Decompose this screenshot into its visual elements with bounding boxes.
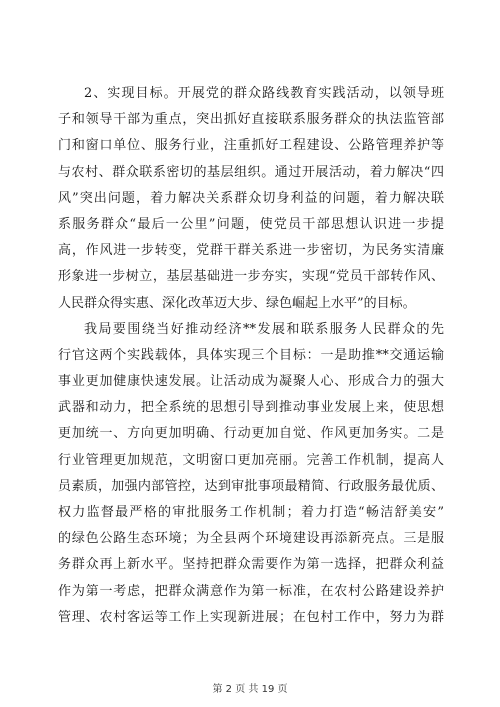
text-line: 事业更加健康快速发展。让活动成为凝聚人心、形成合力的强大 — [58, 374, 444, 390]
text-line: 作为第一考虑，把群众满意作为第一标准，在农村公路建设养护 — [58, 583, 444, 599]
text-line: 2、实现目标。开展党的群众路线教育实践活动，以领导班 — [84, 86, 444, 101]
text-line: 高，作风进一步转变，党群干群关系进一步密切，为民务实清廉 — [58, 243, 444, 259]
text-line: 人民群众得实惠、深化改革迈大步、绿色崛起上水平”的目标。 — [58, 295, 416, 311]
text-line: 务群众再上新水平。坚持把群众需要作为第一选择，把群众利益 — [58, 557, 444, 573]
text-line: 行官这两个实践载体，具体实现三个目标：一是助推**交通运输 — [58, 347, 444, 363]
paragraph-three-targets — [58, 317, 444, 631]
text-line: 行业管理更加规范，文明窗口更加亮丽。完善工作机制，提高人 — [58, 452, 444, 468]
paragraph-goals — [58, 81, 444, 317]
text-line: 更加统一、方向更加明确、行动更加自觉、作风更加务实。二是 — [58, 426, 444, 442]
text-line: 风”突出问题，着力解决关系群众切身利益的问题，着力解决联 — [58, 190, 444, 206]
text-line: 系服务群众“最后一公里”问题，使党员干部思想认识进一步提 — [58, 216, 444, 232]
text-line: 与农村、群众联系密切的基层组织。通过开展活动，着力解决“四 — [58, 164, 444, 180]
text-line: 门和窗口单位、服务行业，注重抓好工程建设、公路管理养护等 — [58, 138, 444, 154]
text-line: 的绿色公路生态环境；为全县两个环境建设再添新亮点。三是服 — [58, 531, 444, 547]
text-line: 形象进一步树立，基层基础进一步夯实，实现“党员干部转作风、 — [58, 269, 444, 285]
text-line: 子和领导干部为重点，突出抓好直接联系服务群众的执法监管部 — [58, 112, 444, 128]
page-number-footer: 第 2 页 共 19 页 — [212, 684, 288, 695]
text-line: 员素质，加强内部管控，达到审批事项最精简、行政服务最优质、 — [58, 478, 444, 494]
text-line: 权力监督最严格的审批服务工作机制；着力打造“畅洁舒美安” — [58, 505, 444, 520]
text-line: 管理、农村客运等工作上实现新进展；在包村工作中，努力为群 — [58, 609, 444, 625]
text-line: 武器和动力，把全系统的思想引导到推动事业发展上来，使思想 — [58, 400, 444, 416]
body-text — [58, 81, 444, 631]
text-line: 我局要围绕当好推动经济**发展和联系服务人民群众的先 — [84, 321, 444, 337]
